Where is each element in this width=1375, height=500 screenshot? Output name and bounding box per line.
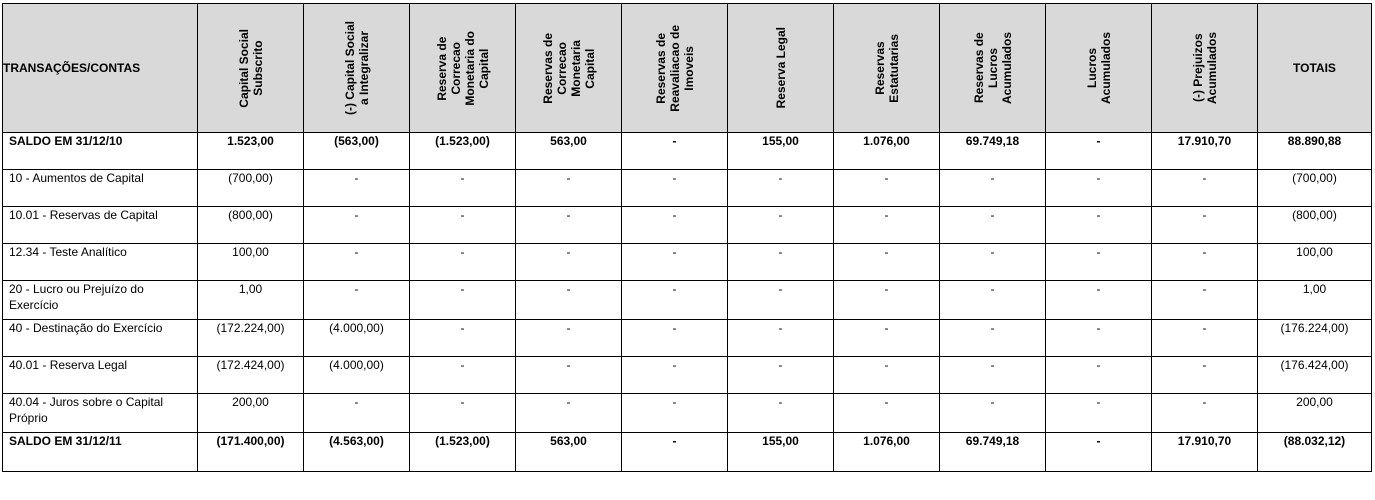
cell-value: - [940, 281, 1046, 320]
cell-value: - [1152, 357, 1258, 394]
cell-value: - [1152, 394, 1258, 433]
cell-value: - [1152, 170, 1258, 207]
cell-value: 1,00 [198, 281, 304, 320]
cell-total: (176.224,00) [1258, 320, 1372, 357]
cell-value: 1.523,00 [198, 133, 304, 170]
cell-value: - [728, 320, 834, 357]
header-capital-social-subscrito: Capital Social Subscrito [198, 4, 304, 133]
table-row [3, 207, 1372, 244]
cell-total: 200,00 [1258, 394, 1372, 433]
cell-value: - [940, 207, 1046, 244]
cell-value: - [1152, 281, 1258, 320]
cell-value: - [834, 244, 940, 281]
cell-value: - [1152, 244, 1258, 281]
cell-value: - [728, 207, 834, 244]
cell-value: - [622, 320, 728, 357]
cell-value: - [410, 394, 516, 433]
cell-value: - [728, 170, 834, 207]
cell-value: - [622, 133, 728, 170]
cell-value: - [834, 207, 940, 244]
cell-value: - [304, 281, 410, 320]
row-label: 40.04 - Juros sobre o Capital Próprio [3, 394, 198, 433]
cell-value: - [622, 244, 728, 281]
header-row [3, 4, 1372, 133]
cell-total: (88.032,12) [1258, 433, 1372, 472]
cell-value: 563,00 [516, 433, 622, 472]
cell-value: - [834, 394, 940, 433]
cell-value: - [1046, 433, 1152, 472]
cell-value: (4.563,00) [304, 433, 410, 472]
row-label: 20 - Lucro ou Prejuízo do Exercício [3, 281, 198, 320]
cell-value: (563,00) [304, 133, 410, 170]
row-label: 40 - Destinação do Exercício [3, 320, 198, 357]
header-transacoes-contas: TRANSAÇÕES/CONTAS [3, 4, 198, 133]
cell-value: 1.076,00 [834, 433, 940, 472]
cell-value: - [728, 394, 834, 433]
cell-value: - [728, 281, 834, 320]
cell-value: - [410, 320, 516, 357]
cell-value: (172.224,00) [198, 320, 304, 357]
cell-value: - [516, 357, 622, 394]
cell-value: - [1046, 320, 1152, 357]
cell-value: (172.424,00) [198, 357, 304, 394]
cell-value: - [622, 394, 728, 433]
cell-value: 69.749,18 [940, 433, 1046, 472]
row-label: 10 - Aumentos de Capital [3, 170, 198, 207]
table-row [3, 433, 1372, 472]
cell-value: - [516, 394, 622, 433]
cell-value: - [516, 281, 622, 320]
cell-value: (4.000,00) [304, 320, 410, 357]
cell-value: - [940, 394, 1046, 433]
row-label: SALDO EM 31/12/10 [3, 133, 198, 170]
cell-value: - [834, 281, 940, 320]
cell-value: - [622, 170, 728, 207]
header-reservas-correcao-monetaria: Reservas de Correcao Monetaria Capital [516, 4, 622, 133]
table-row [3, 244, 1372, 281]
cell-value: - [834, 357, 940, 394]
cell-value: - [410, 170, 516, 207]
row-label: 10.01 - Reservas de Capital [3, 207, 198, 244]
table-row [3, 357, 1372, 394]
cell-total: (800,00) [1258, 207, 1372, 244]
table-row [3, 133, 1372, 170]
cell-value: - [410, 281, 516, 320]
row-label: 40.01 - Reserva Legal [3, 357, 198, 394]
cell-value: - [304, 394, 410, 433]
cell-value: - [516, 320, 622, 357]
cell-value: - [410, 207, 516, 244]
cell-value: (700,00) [198, 170, 304, 207]
cell-value: - [834, 170, 940, 207]
cell-value: - [940, 244, 1046, 281]
cell-value: - [304, 207, 410, 244]
cell-value: - [728, 244, 834, 281]
cell-value: (1.523,00) [410, 433, 516, 472]
cell-value: - [622, 357, 728, 394]
header-reservas-reavaliacao-imoveis: Reservas de Reavaliacao de Imoveis [622, 4, 728, 133]
cell-value: - [410, 357, 516, 394]
cell-total: 100,00 [1258, 244, 1372, 281]
cell-value: - [622, 207, 728, 244]
cell-value: - [516, 244, 622, 281]
cell-value: - [1046, 170, 1152, 207]
cell-total: 1,00 [1258, 281, 1372, 320]
cell-total: (700,00) [1258, 170, 1372, 207]
cell-value: (171.400,00) [198, 433, 304, 472]
cell-value: - [622, 433, 728, 472]
cell-value: 155,00 [728, 133, 834, 170]
header-lucros-acumulados: Lucros Acumulados [1046, 4, 1152, 133]
cell-total: 88.890,88 [1258, 133, 1372, 170]
cell-value: - [1046, 207, 1152, 244]
table-row [3, 394, 1372, 433]
cell-value: - [622, 281, 728, 320]
cell-value: 69.749,18 [940, 133, 1046, 170]
cell-value: - [1152, 207, 1258, 244]
cell-value: - [834, 320, 940, 357]
cell-total: (176.424,00) [1258, 357, 1372, 394]
row-label: 12.34 - Teste Analítico [3, 244, 198, 281]
cell-value: 200,00 [198, 394, 304, 433]
cell-value: - [1046, 357, 1152, 394]
cell-value: - [1046, 281, 1152, 320]
header-reservas-lucros-acumulados: Reservas de Lucros Acumulados [940, 4, 1046, 133]
cell-value: - [304, 244, 410, 281]
cell-value: 17.910,70 [1152, 433, 1258, 472]
cell-value: - [1046, 244, 1152, 281]
cell-value: 563,00 [516, 133, 622, 170]
header-capital-a-integralizar: (-) Capital Social a Integralizar [304, 4, 410, 133]
cell-value: 155,00 [728, 433, 834, 472]
header-reservas-estatutarias: Reservas Estatutarias [834, 4, 940, 133]
header-reserva-legal: Reserva Legal [728, 4, 834, 133]
header-reserva-correcao-monetaria-capital: Reserva de Correcao Monetaria do Capital [410, 4, 516, 133]
cell-value: (4.000,00) [304, 357, 410, 394]
cell-value: - [940, 170, 1046, 207]
table-row [3, 320, 1372, 357]
header-totais: TOTAIS [1258, 4, 1372, 133]
equity-statement-table [2, 3, 1372, 472]
cell-value: 1.076,00 [834, 133, 940, 170]
cell-value: - [1046, 394, 1152, 433]
cell-value: 17.910,70 [1152, 133, 1258, 170]
cell-value: - [728, 357, 834, 394]
row-label: SALDO EM 31/12/11 [3, 433, 198, 472]
cell-value: (800,00) [198, 207, 304, 244]
cell-value: - [410, 244, 516, 281]
cell-value: (1.523,00) [410, 133, 516, 170]
cell-value: - [516, 207, 622, 244]
cell-value: 100,00 [198, 244, 304, 281]
cell-value: - [516, 170, 622, 207]
cell-value: - [304, 170, 410, 207]
table-row [3, 281, 1372, 320]
header-prejuizos-acumulados: (-) Prejuizos Acumulados [1152, 4, 1258, 133]
table-row [3, 170, 1372, 207]
cell-value: - [940, 320, 1046, 357]
cell-value: - [1152, 320, 1258, 357]
cell-value: - [940, 357, 1046, 394]
cell-value: - [1046, 133, 1152, 170]
